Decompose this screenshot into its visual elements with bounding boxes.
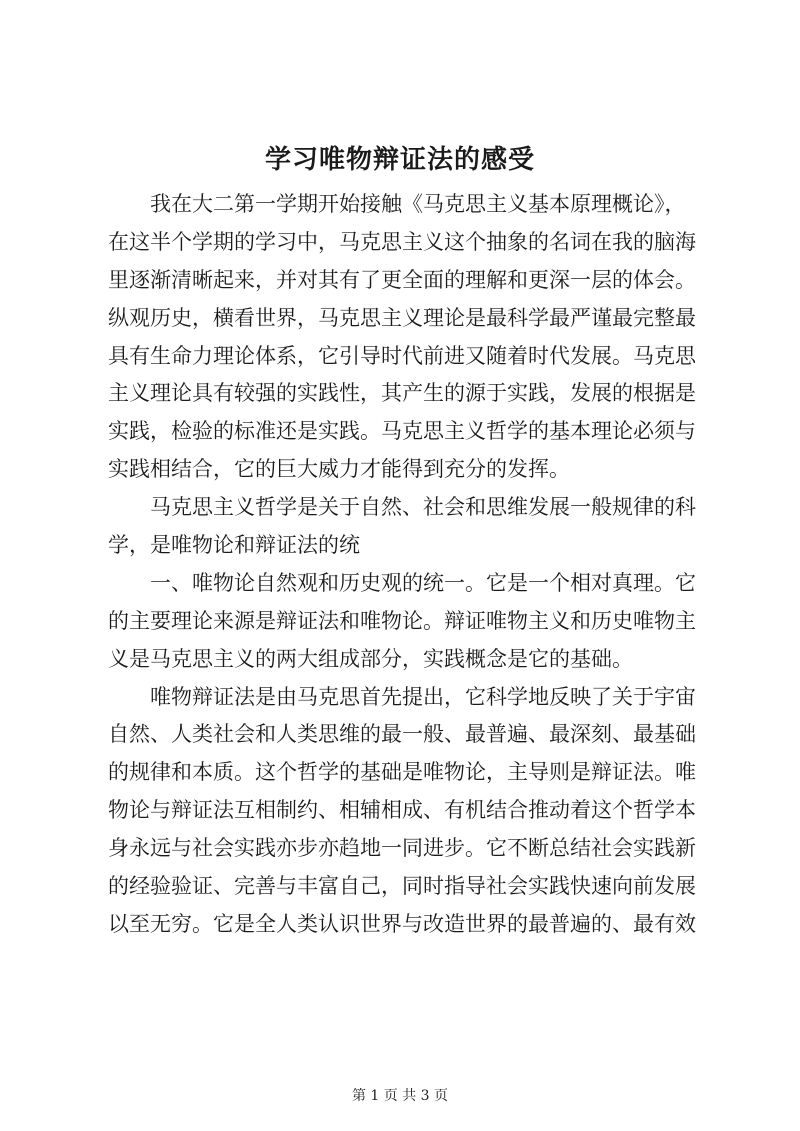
- text-line: 的主要理论来源是辩证法和唯物论。辩证唯物主义和历史唯物主: [108, 608, 696, 633]
- text-line: 主义理论具有较强的实践性，其产生的源于实践，发展的根据是: [108, 381, 696, 406]
- text-line: 里逐渐清晰起来，并对其有了更全面的理解和更深一层的体会。: [108, 267, 696, 292]
- text-line: 身永远与社会实践亦步亦趋地一同进步。它不断总结社会实践新: [108, 836, 696, 861]
- paragraph-1: [108, 186, 708, 489]
- text-line: 自然、人类社会和人类思维的最一般、最普遍、最深刻、最基础: [108, 722, 696, 747]
- text-line: 以至无穷。它是全人类认识世界与改造世界的最普遍的、最有效: [108, 911, 696, 936]
- paragraph-4: [108, 679, 708, 944]
- text-line: 物论与辩证法互相制约、相辅相成、有机结合推动着这个哲学本: [108, 798, 696, 823]
- text-line: 的规律和本质。这个哲学的基础是唯物论，主导则是辩证法。唯: [108, 760, 696, 785]
- paragraph-3: [108, 565, 708, 679]
- text-line: 在这半个学期的学习中，马克思主义这个抽象的名词在我的脑海: [108, 229, 696, 254]
- text-line: 一、唯物论自然观和历史观的统一。它是一个相对真理。它: [150, 570, 696, 595]
- text-line: 纵观历史，横看世界，马克思主义理论是最科学最严谨最完整最: [108, 305, 696, 330]
- text-line: 义是马克思主义的两大组成部分，实践概念是它的基础。: [108, 646, 633, 671]
- text-line: 学，是唯物论和辩证法的统: [108, 533, 360, 558]
- document-body: [108, 186, 708, 944]
- text-line: 的经验验证、完善与丰富自己，同时指导社会实践快速向前发展: [108, 874, 696, 899]
- page-footer: 第 1 页 共 3 页: [351, 1088, 449, 1104]
- text-line: 唯物辩证法是由马克思首先提出，它科学地反映了关于宇宙: [150, 684, 696, 709]
- text-line: 马克思主义哲学是关于自然、社会和思维发展一般规律的科: [150, 495, 696, 520]
- text-line: 实践，检验的标准还是实践。马克思主义哲学的基本理论必须与: [108, 419, 696, 444]
- text-line: 实践相结合，它的巨大威力才能得到充分的发挥。: [108, 457, 570, 482]
- text-line: 我在大二第一学期开始接触《马克思主义基本原理概论》，: [150, 192, 686, 216]
- paragraph-2: [108, 489, 708, 565]
- text-line: 具有生命力理论体系，它引导时代前进又随着时代发展。马克思: [108, 343, 696, 368]
- document-title: 学习唯物辩证法的感受: [264, 145, 535, 175]
